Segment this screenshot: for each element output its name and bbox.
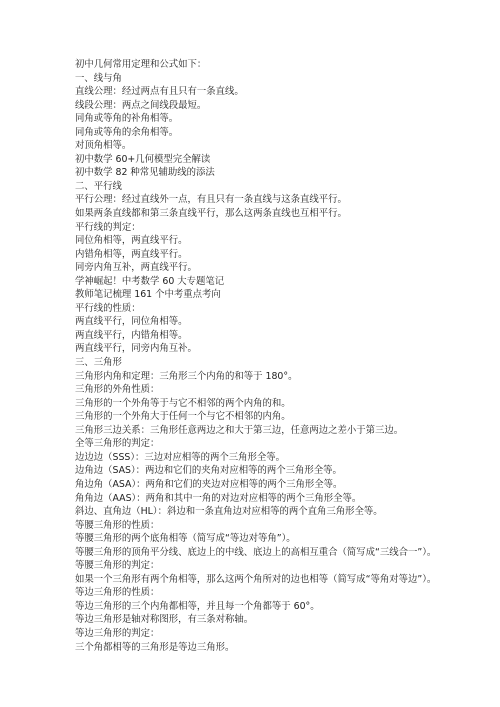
subheading: 三角形的外角性质： [75,384,160,396]
subheading: 等边三角形的判定： [75,627,160,639]
text-line: 三角形三边关系：三角形任意两边之和大于第三边，任意两边之差小于第三边。 [75,424,404,436]
subheading: 等腰三角形的性质： [75,519,160,531]
text-line: 边角边（SAS）：两边和它们的夹角对应相等的两个三角形全等。 [75,465,342,477]
text-line: 等腰三角形的顶角平分线、底边上的中线、底边上的高相互重合（简写成“三线合一”）。 [75,546,437,558]
text-line: 平行公理：经过直线外一点，有且只有一条直线与这条直线平行。 [75,194,347,206]
text-line: 学神崛起！中考数学 60 大专题笔记 [75,275,225,287]
section-heading: 二、平行线 [75,180,122,192]
text-line: 三角形的一个外角大于任何一个与它不相邻的内角。 [75,411,291,423]
text-line: 三个角都相等的三角形是等边三角形。 [75,641,235,653]
intro-heading: 初中几何常用定理和公式如下： [75,59,207,70]
text-line: 直线公理：经过两点有且只有一条直线。 [75,86,244,98]
text-line: 同旁内角互补，两直线平行。 [75,262,197,274]
text-line: 如果两条直线都和第三条直线平行，那么这两条直线也互相平行。 [75,208,347,220]
text-line: 三角形内角和定理：三角形三个内角的和等于 180°。 [75,370,298,382]
text-line: 斜边、直角边（HL）：斜边和一条直角边对应相等的两个直角三角形全等。 [75,506,383,518]
text-line: 内错角相等，两直线平行。 [75,248,188,260]
document-body [75,58,490,654]
text-line: 两直线平行，同位角相等。 [75,316,188,328]
text-line: 两直线平行，同旁内角互补。 [75,343,197,355]
subheading: 平行线的性质： [75,302,141,314]
text-line: 教师笔记梳理 161 个中考重点考向 [75,289,221,301]
text-line: 线段公理：两点之间线段最短。 [75,99,207,111]
subheading: 全等三角形的判定： [75,438,160,450]
text-line: 同角或等角的余角相等。 [75,126,179,138]
text-line: 同位角相等，两直线平行。 [75,235,188,247]
text-line: 边边边（SSS）：三边对应相等的两个三角形全等。 [75,451,286,463]
section-heading: 一、线与角 [75,72,122,84]
text-line: 同角或等角的补角相等。 [75,113,179,125]
text-line: 等边三角形的三个内角都相等，并且每一个角都等于 60°。 [75,600,320,612]
text-line: 对顶角相等。 [75,140,132,152]
text-line: 角角边（AAS）：两角和其中一角的对边对应相等的两个三角形全等。 [75,492,362,504]
text-line: 三角形的一个外角等于与它不相邻的两个内角的和。 [75,397,291,409]
text-line: 初中数学 82 种常见辅助线的添法 [75,167,215,179]
text-line: 两直线平行，内错角相等。 [75,329,188,341]
text-line: 等边三角形是轴对称图形，有三条对称轴。 [75,614,254,626]
text-line: 如果一个三角形有两个角相等，那么这两个角所对的边也相等（简写成“等角对等边”）。 [75,573,437,585]
text-line: 角边角（ASA）：两角和它们的夹边对应相等的两个三角形全等。 [75,478,343,490]
subheading: 等边三角形的性质： [75,587,160,599]
subheading: 等腰三角形的判定： [75,560,160,572]
subheading: 平行线的判定： [75,221,141,233]
text-line: 等腰三角形的两个底角相等（简写成“等边对等角”）。 [75,533,296,545]
section-heading: 三、三角形 [75,357,122,369]
text-line: 初中数学 60+几何模型完全解读 [75,153,211,165]
